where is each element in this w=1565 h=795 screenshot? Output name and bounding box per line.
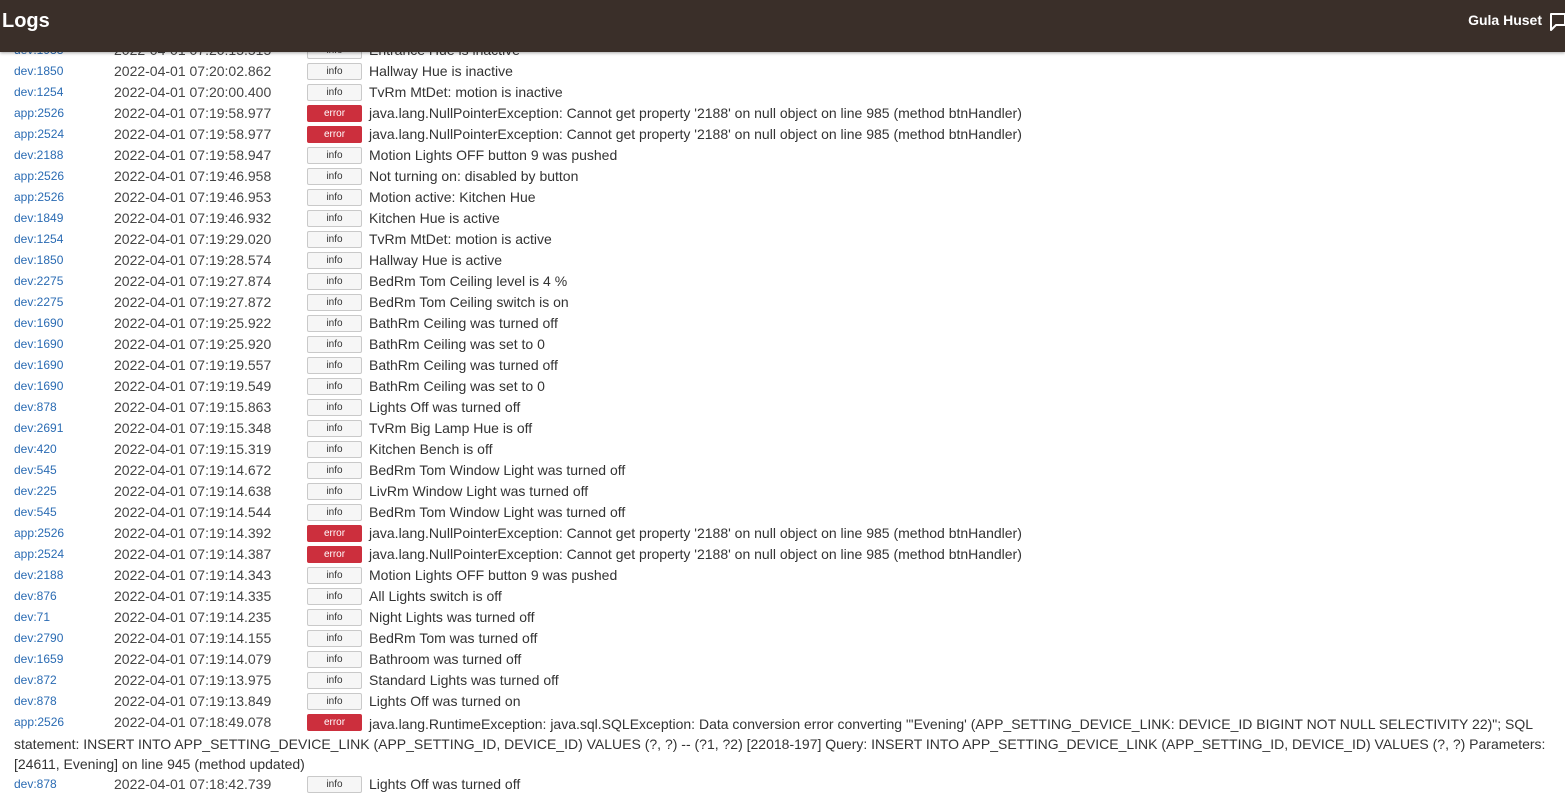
log-message: TvRm MtDet: motion is active [369,231,552,247]
log-source-link[interactable]: app:2524 [14,547,65,561]
log-timestamp: 2022-04-01 07:19:25.920 [114,336,272,352]
log-row [0,334,1565,355]
log-source-link[interactable]: dev:1690 [14,358,64,372]
log-row [0,712,1565,774]
log-timestamp: 2022-04-01 07:19:19.549 [114,378,272,394]
log-level-badge: info [307,609,362,626]
log-timestamp: 2022-04-01 07:19:14.335 [114,588,272,604]
log-level-badge: info [307,84,362,101]
log-level-badge: info [307,420,362,437]
log-row [0,481,1565,502]
log-source-link[interactable]: dev:420 [14,442,57,456]
log-timestamp: 2022-04-01 07:19:15.863 [114,399,272,415]
log-level-badge: error [307,126,362,143]
log-message: BathRm Ceiling was turned off [369,357,558,373]
log-source-link[interactable]: dev:2188 [14,568,64,582]
log-row [0,774,1565,795]
log-row [0,124,1565,145]
log-row [0,313,1565,334]
log-level-badge: info [307,588,362,605]
log-message: BedRm Tom Ceiling switch is on [369,294,569,310]
log-message: java.lang.NullPointerException: Cannot get property '2188' on null object on line 985 (method btnHandler) [369,546,1022,562]
log-level-badge: info [307,147,362,164]
log-message: java.lang.RuntimeException: java.sql.SQLException: Data conversion error converting "'Evening' (APP_SETTING_DEVICE_LINK: DEVICE_ID BIGINT NOT NULL SELECTIVITY 22)"; SQL statement: INSERT INTO APP_SETTING_DEVICE_LINK (APP_SETTING_ID, DEVICE_ID) VALUES (?, ?) -- (?1, ?2) [22018-197] Query: INSERT INTO APP_SETTING_DEVICE_LINK (APP_SETTING_ID, DEVICE_ID) VALUES (?, ?) Parameters: [24611, Evening] on line 945 (method updated) [14,716,1546,772]
log-source-link[interactable]: dev:878 [14,777,57,791]
log-message: TvRm Big Lamp Hue is off [369,420,533,436]
log-message: Lights Off was turned on [369,693,521,709]
log-message: Hallway Hue is active [369,252,503,268]
log-timestamp: 2022-04-01 07:19:27.874 [114,273,272,289]
log-level-badge: info [307,441,362,458]
log-timestamp: 2022-04-01 07:19:46.932 [114,210,272,226]
log-source-link[interactable]: dev:878 [14,400,57,414]
log-level-badge: info [307,63,362,80]
log-message: BedRm Tom Ceiling level is 4 % [369,273,568,289]
log-level-badge: info [307,294,362,311]
log-timestamp: 2022-04-01 07:19:25.922 [114,315,272,331]
log-timestamp: 2022-04-01 07:19:58.977 [114,105,272,121]
log-timestamp: 2022-04-01 07:19:58.977 [114,126,272,142]
hub-name[interactable]: Gula Huset [1468,12,1542,28]
log-source-link[interactable]: dev:1690 [14,337,64,351]
log-source-link[interactable]: dev:2790 [14,631,64,645]
log-row [0,376,1565,397]
log-level-badge: info [307,630,362,647]
log-source-link[interactable]: app:2526 [14,106,65,120]
log-source-link[interactable]: dev:2691 [14,421,64,435]
log-row [0,691,1565,712]
log-timestamp: 2022-04-01 07:19:13.849 [114,693,272,709]
log-timestamp: 2022-04-01 07:19:14.387 [114,546,272,562]
log-row [0,187,1565,208]
log-level-badge: info [307,168,362,185]
log-source-link[interactable]: dev:1850 [14,253,64,267]
log-source-link[interactable]: dev:1659 [14,652,64,666]
log-row [0,460,1565,481]
log-row [0,523,1565,544]
log-level-badge: info [307,483,362,500]
log-message: All Lights switch is off [369,588,502,604]
log-message: Motion active: Kitchen Hue [369,189,536,205]
log-level-badge: info [307,252,362,269]
log-row [0,397,1565,418]
log-timestamp: 2022-04-01 07:19:29.020 [114,231,272,247]
log-timestamp: 2022-04-01 07:19:27.872 [114,294,272,310]
log-message: Hallway Hue is inactive [369,63,513,79]
log-message: Not turning on: disabled by button [369,168,579,184]
log-timestamp: 2022-04-01 07:20:00.400 [114,84,272,100]
log-source-link[interactable]: dev:2275 [14,295,64,309]
log-source-link[interactable]: dev:1254 [14,232,64,246]
log-row [0,250,1565,271]
log-message: Motion Lights OFF button 9 was pushed [369,567,618,583]
log-timestamp: 2022-04-01 07:18:49.078 [114,714,272,730]
log-level-badge: info [307,357,362,374]
log-source-link[interactable]: dev:2188 [14,148,64,162]
log-message: Kitchen Bench is off [369,441,493,457]
log-source-link[interactable]: app:2526 [14,169,65,183]
log-message: TvRm MtDet: motion is inactive [369,84,563,100]
log-level-badge: info [307,336,362,353]
chat-bubble-icon[interactable] [1549,12,1565,32]
log-row [0,649,1565,670]
log-message: BathRm Ceiling was set to 0 [369,336,545,352]
log-row [0,586,1565,607]
log-source-link[interactable]: dev:1850 [14,64,64,78]
log-level-badge: error [307,525,362,542]
log-row [0,208,1565,229]
log-level-badge: error [307,105,362,122]
log-row [0,82,1565,103]
log-source-link[interactable]: dev:545 [14,463,57,477]
log-source-link[interactable]: app:2526 [14,526,65,540]
log-level-badge: info [307,462,362,479]
log-source-link[interactable]: dev:1690 [14,316,64,330]
log-source-link[interactable]: dev:1690 [14,379,64,393]
log-message: BedRm Tom Window Light was turned off [369,462,626,478]
log-level-badge: info [307,567,362,584]
log-message: LivRm Window Light was turned off [369,483,589,499]
log-source-link[interactable]: app:2526 [14,190,65,204]
log-message: BedRm Tom Window Light was turned off [369,504,626,520]
log-timestamp: 2022-04-01 07:19:14.155 [114,630,272,646]
log-source-link[interactable]: dev:876 [14,589,57,603]
log-level-badge: info [307,231,362,248]
log-message: Kitchen Hue is active [369,210,500,226]
log-timestamp: 2022-04-01 07:19:14.235 [114,609,272,625]
log-source-link[interactable]: dev:872 [14,673,57,687]
log-message: Standard Lights was turned off [369,672,559,688]
log-timestamp: 2022-04-01 07:19:14.343 [114,567,272,583]
log-timestamp: 2022-04-01 07:20:02.862 [114,63,272,79]
log-level-badge: info [307,378,362,395]
log-row [0,439,1565,460]
log-timestamp: 2022-04-01 07:19:14.638 [114,483,272,499]
log-source-link[interactable]: dev:545 [14,505,57,519]
log-message: java.lang.NullPointerException: Cannot get property '2188' on null object on line 985 (method btnHandler) [369,525,1022,541]
log-source-link[interactable]: dev:878 [14,694,57,708]
top-app-bar [0,0,1565,52]
log-message: Motion Lights OFF button 9 was pushed [369,147,618,163]
log-source-link[interactable]: dev:71 [14,610,51,624]
log-level-badge: info [307,504,362,521]
log-message: BathRm Ceiling was turned off [369,315,558,331]
log-row [0,565,1565,586]
log-timestamp: 2022-04-01 07:19:28.574 [114,252,272,268]
log-level-badge: info [307,399,362,416]
log-level-badge: info [307,776,362,793]
log-timestamp: 2022-04-01 07:19:46.953 [114,189,272,205]
log-row [0,355,1565,376]
log-message: BathRm Ceiling was set to 0 [369,378,545,394]
log-message: BedRm Tom was turned off [369,630,538,646]
log-timestamp: 2022-04-01 07:19:13.975 [114,672,272,688]
page-title: Logs [2,10,50,32]
log-level-badge: info [307,273,362,290]
log-message: Lights Off was turned off [369,776,521,792]
log-level-badge: info [307,693,362,710]
log-message: Lights Off was turned off [369,399,521,415]
log-level-badge: info [307,189,362,206]
log-source-link[interactable]: dev:1849 [14,211,64,225]
log-timestamp: 2022-04-01 07:19:15.319 [114,441,272,457]
log-level-badge: info [307,210,362,227]
log-row [0,166,1565,187]
log-row [0,670,1565,691]
log-row [0,61,1565,82]
log-row [0,544,1565,565]
log-level-badge: info [307,315,362,332]
log-timestamp: 2022-04-01 07:19:19.557 [114,357,272,373]
log-timestamp: 2022-04-01 07:19:14.392 [114,525,272,541]
log-timestamp: 2022-04-01 07:19:14.079 [114,651,272,667]
log-level-badge: error [307,546,362,563]
log-timestamp: 2022-04-01 07:19:15.348 [114,420,272,436]
log-row [0,103,1565,124]
log-timestamp: 2022-04-01 07:19:14.672 [114,462,272,478]
log-row [0,292,1565,313]
log-level-badge: info [307,672,362,689]
log-list [0,40,1565,795]
log-level-badge: info [307,651,362,668]
log-row [0,502,1565,523]
log-source-link[interactable]: dev:225 [14,484,57,498]
log-timestamp: 2022-04-01 07:19:14.544 [114,504,272,520]
log-row [0,628,1565,649]
log-message: java.lang.NullPointerException: Cannot get property '2188' on null object on line 985 (method btnHandler) [369,126,1022,142]
log-message: Bathroom was turned off [369,651,522,667]
log-row [0,145,1565,166]
log-message: Night Lights was turned off [369,609,535,625]
log-timestamp: 2022-04-01 07:19:46.958 [114,168,272,184]
log-message: java.lang.NullPointerException: Cannot get property '2188' on null object on line 985 (method btnHandler) [369,105,1022,121]
log-source-link[interactable]: app:2526 [14,715,65,729]
log-row [0,607,1565,628]
log-timestamp: 2022-04-01 07:19:58.947 [114,147,272,163]
log-timestamp: 2022-04-01 07:18:42.739 [114,776,272,792]
log-row [0,229,1565,250]
log-source-link[interactable]: app:2524 [14,127,65,141]
log-source-link[interactable]: dev:2275 [14,274,64,288]
log-row [0,418,1565,439]
log-level-badge: error [307,714,362,731]
log-source-link[interactable]: dev:1254 [14,85,64,99]
log-row [0,271,1565,292]
